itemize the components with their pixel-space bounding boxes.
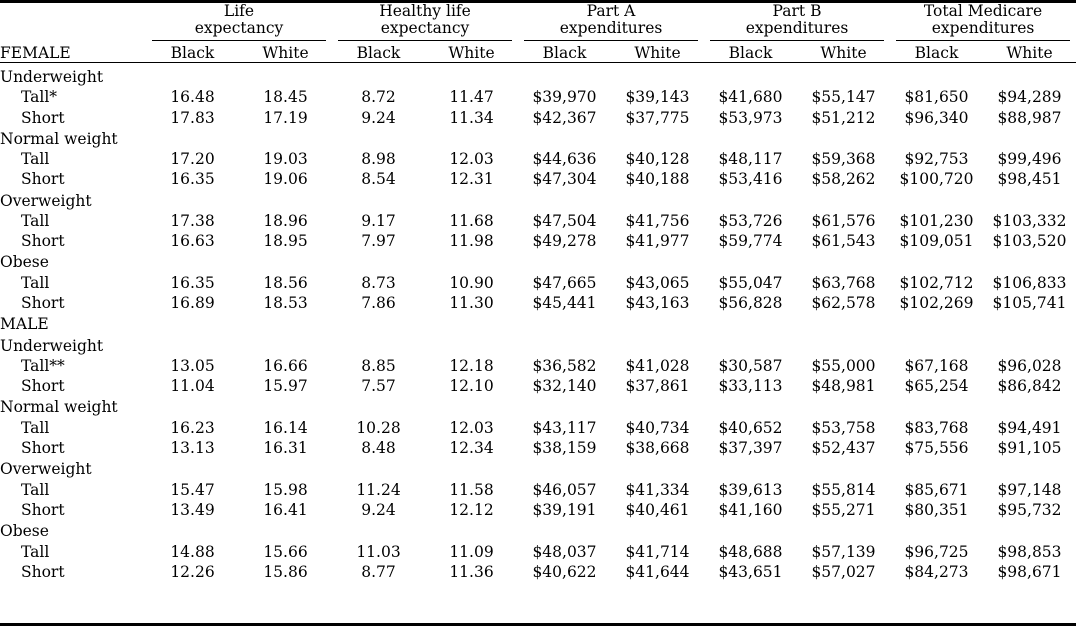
section-label: Underweight [0, 67, 104, 86]
sub-header-row [0, 44, 1076, 62]
table-section-row [0, 335, 1076, 356]
table-body [0, 63, 1076, 583]
table-cell: $100,720 [899, 170, 974, 189]
section-filler [146, 396, 1076, 417]
table-cell: 12.34 [449, 439, 494, 458]
table-cell: $59,368 [811, 150, 876, 169]
table-cell: 8.85 [361, 356, 396, 375]
table-cell: 15.66 [263, 542, 308, 561]
table-cell: 11.30 [449, 294, 494, 313]
table-cell: $41,714 [625, 542, 690, 561]
table-cell: $55,047 [718, 273, 783, 292]
table-cell: $103,332 [992, 211, 1067, 230]
table-cell: 13.05 [170, 356, 215, 375]
table-row [0, 293, 1076, 313]
table-cell: $46,057 [532, 480, 597, 499]
table-cell: 11.58 [449, 480, 494, 499]
data-table [0, 3, 1076, 62]
table-cell: 11.36 [449, 563, 494, 582]
table-cell: 15.97 [263, 377, 308, 396]
table-cell: 16.31 [263, 439, 308, 458]
section-label: Overweight [0, 460, 92, 479]
section-filler [146, 128, 1076, 149]
section-label: Overweight [0, 191, 92, 210]
table-row [0, 149, 1076, 169]
table-cell: $40,622 [532, 563, 597, 582]
table-cell: $48,117 [718, 150, 783, 169]
table-cell: 12.03 [449, 418, 494, 437]
table-cell: $55,147 [811, 88, 876, 107]
row-label: Tall [21, 273, 50, 292]
table-cell: 11.34 [449, 108, 494, 127]
table-cell: $43,065 [625, 273, 690, 292]
table-cell: $67,168 [904, 356, 969, 375]
table-row [0, 87, 1076, 107]
table-row [0, 169, 1076, 189]
table-bottom-rule [0, 623, 1076, 626]
table-cell: $53,758 [811, 418, 876, 437]
sub-header-cell: Black [170, 43, 215, 62]
sub-header-cell: White [634, 43, 681, 62]
table-cell: $83,768 [904, 418, 969, 437]
table-cell: 18.45 [263, 88, 308, 107]
sub-header-cell: Black [542, 43, 587, 62]
section-filler [146, 190, 1076, 211]
table-section-row [0, 66, 1076, 87]
table-cell: $97,148 [997, 480, 1062, 499]
row-label: Tall [21, 480, 50, 499]
table-cell: $43,117 [532, 418, 597, 437]
table-cell: 12.26 [170, 563, 215, 582]
table-cell: $88,987 [997, 108, 1062, 127]
table-cell: 7.57 [361, 377, 396, 396]
row-label: Tall [21, 418, 50, 437]
table-cell: $39,191 [532, 501, 597, 520]
table-row [0, 541, 1076, 561]
table-cell: $40,652 [718, 418, 783, 437]
section-label: MALE [0, 315, 49, 334]
table-cell: $58,262 [811, 170, 876, 189]
table-section-row [0, 251, 1076, 272]
table-row [0, 438, 1076, 458]
row-label: Short [21, 108, 65, 127]
table-cell: $53,726 [718, 211, 783, 230]
table-cell: 16.35 [170, 273, 215, 292]
table-cell: 18.53 [263, 294, 308, 313]
table-cell: $55,271 [811, 501, 876, 520]
section-filler [146, 335, 1076, 356]
table-cell: 7.97 [361, 232, 396, 251]
table-cell: $39,970 [532, 88, 597, 107]
table-cell: $94,289 [997, 88, 1062, 107]
table-cell: $102,269 [899, 294, 974, 313]
table-cell: $53,416 [718, 170, 783, 189]
table-row [0, 418, 1076, 438]
table-cell: $84,273 [904, 563, 969, 582]
table-cell: $48,037 [532, 542, 597, 561]
group-header-healthy-life-expectancy [332, 3, 518, 44]
table-cell: 11.04 [170, 377, 215, 396]
table-cell: $96,340 [904, 108, 969, 127]
table-cell: 11.98 [449, 232, 494, 251]
table-cell: 12.03 [449, 150, 494, 169]
row-label: Short [21, 232, 65, 251]
table-cell: $51,212 [811, 108, 876, 127]
section-filler [146, 251, 1076, 272]
table-cell: 16.35 [170, 170, 215, 189]
table-section-row [0, 458, 1076, 479]
table-cell: $98,853 [997, 542, 1062, 561]
table-cell: 8.98 [361, 150, 396, 169]
table-cell: $36,582 [532, 356, 597, 375]
table-cell: $52,437 [811, 439, 876, 458]
table-cell: 19.06 [263, 170, 308, 189]
table-cell: 8.48 [361, 439, 396, 458]
table-section-row [0, 396, 1076, 417]
group-header-line1: Part A [586, 2, 636, 20]
row-label: Short [21, 439, 65, 458]
table-cell: $32,140 [532, 377, 597, 396]
table-cell: $53,973 [718, 108, 783, 127]
table-cell: $56,828 [718, 294, 783, 313]
section-label: Obese [0, 253, 49, 272]
table-cell: $61,576 [811, 211, 876, 230]
table-cell: 17.38 [170, 211, 215, 230]
table-cell: $37,775 [625, 108, 690, 127]
table-cell: 18.96 [263, 211, 308, 230]
table-cell: $37,397 [718, 439, 783, 458]
table-row [0, 562, 1076, 582]
table-cell: $38,668 [625, 439, 690, 458]
table-cell: $38,159 [532, 439, 597, 458]
section-filler [146, 458, 1076, 479]
table-cell: $63,768 [811, 273, 876, 292]
table-cell: 7.86 [361, 294, 396, 313]
table-cell: 13.49 [170, 501, 215, 520]
table-cell: 16.23 [170, 418, 215, 437]
group-header-line2: expenditures [931, 19, 1035, 38]
table-cell: $96,725 [904, 542, 969, 561]
sub-header-cell: Black [356, 43, 401, 62]
table-row [0, 480, 1076, 500]
row-label: Short [21, 501, 65, 520]
table-cell: $39,143 [625, 88, 690, 107]
row-label: Short [21, 377, 65, 396]
group-header-line1: Healthy life [379, 2, 471, 20]
table-cell: $55,000 [811, 356, 876, 375]
row-label: Tall [21, 542, 50, 561]
table-cell: $48,981 [811, 377, 876, 396]
table-cell: $103,520 [992, 232, 1067, 251]
table-cell: $96,028 [997, 356, 1062, 375]
table-cell: $40,128 [625, 150, 690, 169]
table-cell: 8.72 [361, 88, 396, 107]
section-label: Normal weight [0, 129, 118, 148]
table-cell: 8.77 [361, 563, 396, 582]
table-cell: $39,613 [718, 480, 783, 499]
sub-header-cell: White [448, 43, 495, 62]
group-header-total-medicare-expenditures [890, 3, 1076, 44]
table-cell: $41,977 [625, 232, 690, 251]
table-cell: $30,587 [718, 356, 783, 375]
table-cell: $37,861 [625, 377, 690, 396]
table-cell: $81,650 [904, 88, 969, 107]
table-cell: 11.47 [449, 88, 494, 107]
row-label: Tall** [21, 356, 65, 375]
table-cell: $94,491 [997, 418, 1062, 437]
table-cell: $62,578 [811, 294, 876, 313]
row-label: Tall [21, 211, 50, 230]
table-cell: $44,636 [532, 150, 597, 169]
table-cell: 8.73 [361, 273, 396, 292]
table-cell: $41,334 [625, 480, 690, 499]
table-cell: 18.56 [263, 273, 308, 292]
table-cell: 17.20 [170, 150, 215, 169]
table-section-row [0, 313, 1076, 334]
group-header-stub [0, 3, 146, 44]
table-cell: $41,028 [625, 356, 690, 375]
table-cell: 10.90 [449, 273, 494, 292]
table-cell: 10.28 [356, 418, 401, 437]
table-cell: 17.83 [170, 108, 215, 127]
table-cell: 14.88 [170, 542, 215, 561]
table-row [0, 500, 1076, 520]
table-head [0, 3, 1076, 62]
section-label: Normal weight [0, 398, 118, 417]
table-section-row [0, 520, 1076, 541]
table-cell: 11.24 [356, 480, 401, 499]
table-row [0, 231, 1076, 251]
section-filler [146, 520, 1076, 541]
table-row [0, 273, 1076, 293]
table-cell: 15.86 [263, 563, 308, 582]
row-label: Tall* [21, 88, 58, 107]
table-cell: $41,756 [625, 211, 690, 230]
table-cell: 16.63 [170, 232, 215, 251]
table-row [0, 356, 1076, 376]
table-cell: $47,665 [532, 273, 597, 292]
table-cell: $65,254 [904, 377, 969, 396]
table-section-row [0, 128, 1076, 149]
row-label: Short [21, 170, 65, 189]
group-header-line2: expectancy [380, 19, 470, 38]
table-cell: $47,504 [532, 211, 597, 230]
table-cell: 11.09 [449, 542, 494, 561]
table-cell: $85,671 [904, 480, 969, 499]
table-cell: 12.18 [449, 356, 494, 375]
group-header-life-expectancy [146, 3, 332, 44]
table-cell: 11.68 [449, 211, 494, 230]
section-filler [146, 66, 1076, 87]
stub-header-female: FEMALE [0, 43, 71, 62]
group-header-line1: Life [223, 2, 255, 20]
table-cell: $102,712 [899, 273, 974, 292]
table-row [0, 107, 1076, 127]
table-section-row [0, 190, 1076, 211]
table-cell: $42,367 [532, 108, 597, 127]
row-label: Tall [21, 150, 50, 169]
table-cell: $41,680 [718, 88, 783, 107]
table-cell: $45,441 [532, 294, 597, 313]
table-cell: 9.24 [361, 108, 396, 127]
group-header-part-a-expenditures [518, 3, 704, 44]
section-label: Obese [0, 522, 49, 541]
table-cell: 9.24 [361, 501, 396, 520]
group-header-line1: Part B [772, 2, 822, 20]
group-header-line2: expenditures [745, 19, 849, 38]
sub-header-cell: Black [728, 43, 773, 62]
group-header-row [0, 3, 1076, 44]
table-cell: 16.48 [170, 88, 215, 107]
table-cell: $99,496 [997, 150, 1062, 169]
table-cell: 15.98 [263, 480, 308, 499]
data-table-body [0, 63, 1076, 583]
table-cell: $75,556 [904, 439, 969, 458]
table-cell: $41,644 [625, 563, 690, 582]
table-cell: 9.17 [361, 211, 396, 230]
table-cell: $48,688 [718, 542, 783, 561]
table-cell: $41,160 [718, 501, 783, 520]
table-cell: 16.66 [263, 356, 308, 375]
table-cell: 8.54 [361, 170, 396, 189]
group-header-line2: expectancy [194, 19, 284, 38]
row-label: Short [21, 563, 65, 582]
table-cell: $92,753 [904, 150, 969, 169]
section-label: Underweight [0, 336, 104, 355]
table-cell: 11.03 [356, 542, 401, 561]
table-cell: $33,113 [718, 377, 783, 396]
table-cell: $57,139 [811, 542, 876, 561]
table-cell: $47,304 [532, 170, 597, 189]
row-label: Short [21, 294, 65, 313]
table-cell: 15.47 [170, 480, 215, 499]
table-cell: $98,671 [997, 563, 1062, 582]
table-cell: 12.12 [449, 501, 494, 520]
table-cell: 16.89 [170, 294, 215, 313]
table-cell: 17.19 [263, 108, 308, 127]
table-cell: $101,230 [899, 211, 974, 230]
table-cell: $86,842 [997, 377, 1062, 396]
sub-header-cell: White [820, 43, 867, 62]
table-cell: 13.13 [170, 439, 215, 458]
table-cell: $43,163 [625, 294, 690, 313]
sub-header-cell: Black [914, 43, 959, 62]
table-cell: $80,351 [904, 501, 969, 520]
group-header-part-b-expenditures [704, 3, 890, 44]
group-header-line2: expenditures [559, 19, 663, 38]
sub-header-cell: White [1006, 43, 1053, 62]
table-cell: 18.95 [263, 232, 308, 251]
group-header-line1: Total Medicare [923, 2, 1043, 20]
sub-header-cell: White [262, 43, 309, 62]
table-cell: 19.03 [263, 150, 308, 169]
table-cell: 16.14 [263, 418, 308, 437]
table-cell: $57,027 [811, 563, 876, 582]
table-cell: $105,741 [992, 294, 1067, 313]
table-cell: 12.31 [449, 170, 494, 189]
table-cell: $109,051 [899, 232, 974, 251]
table-cell: $91,105 [997, 439, 1062, 458]
table-cell: $55,814 [811, 480, 876, 499]
table-row [0, 376, 1076, 396]
table-cell: $61,543 [811, 232, 876, 251]
table-cell: $40,188 [625, 170, 690, 189]
table-row [0, 211, 1076, 231]
section-filler [146, 313, 1076, 334]
table-cell: $40,734 [625, 418, 690, 437]
table-cell: $106,833 [992, 273, 1067, 292]
table-cell: $40,461 [625, 501, 690, 520]
table-cell: $98,451 [997, 170, 1062, 189]
table-cell: 16.41 [263, 501, 308, 520]
table-cell: $49,278 [532, 232, 597, 251]
table-cell: $59,774 [718, 232, 783, 251]
table-cell: $43,651 [718, 563, 783, 582]
table-cell: 12.10 [449, 377, 494, 396]
table-cell: $95,732 [997, 501, 1062, 520]
